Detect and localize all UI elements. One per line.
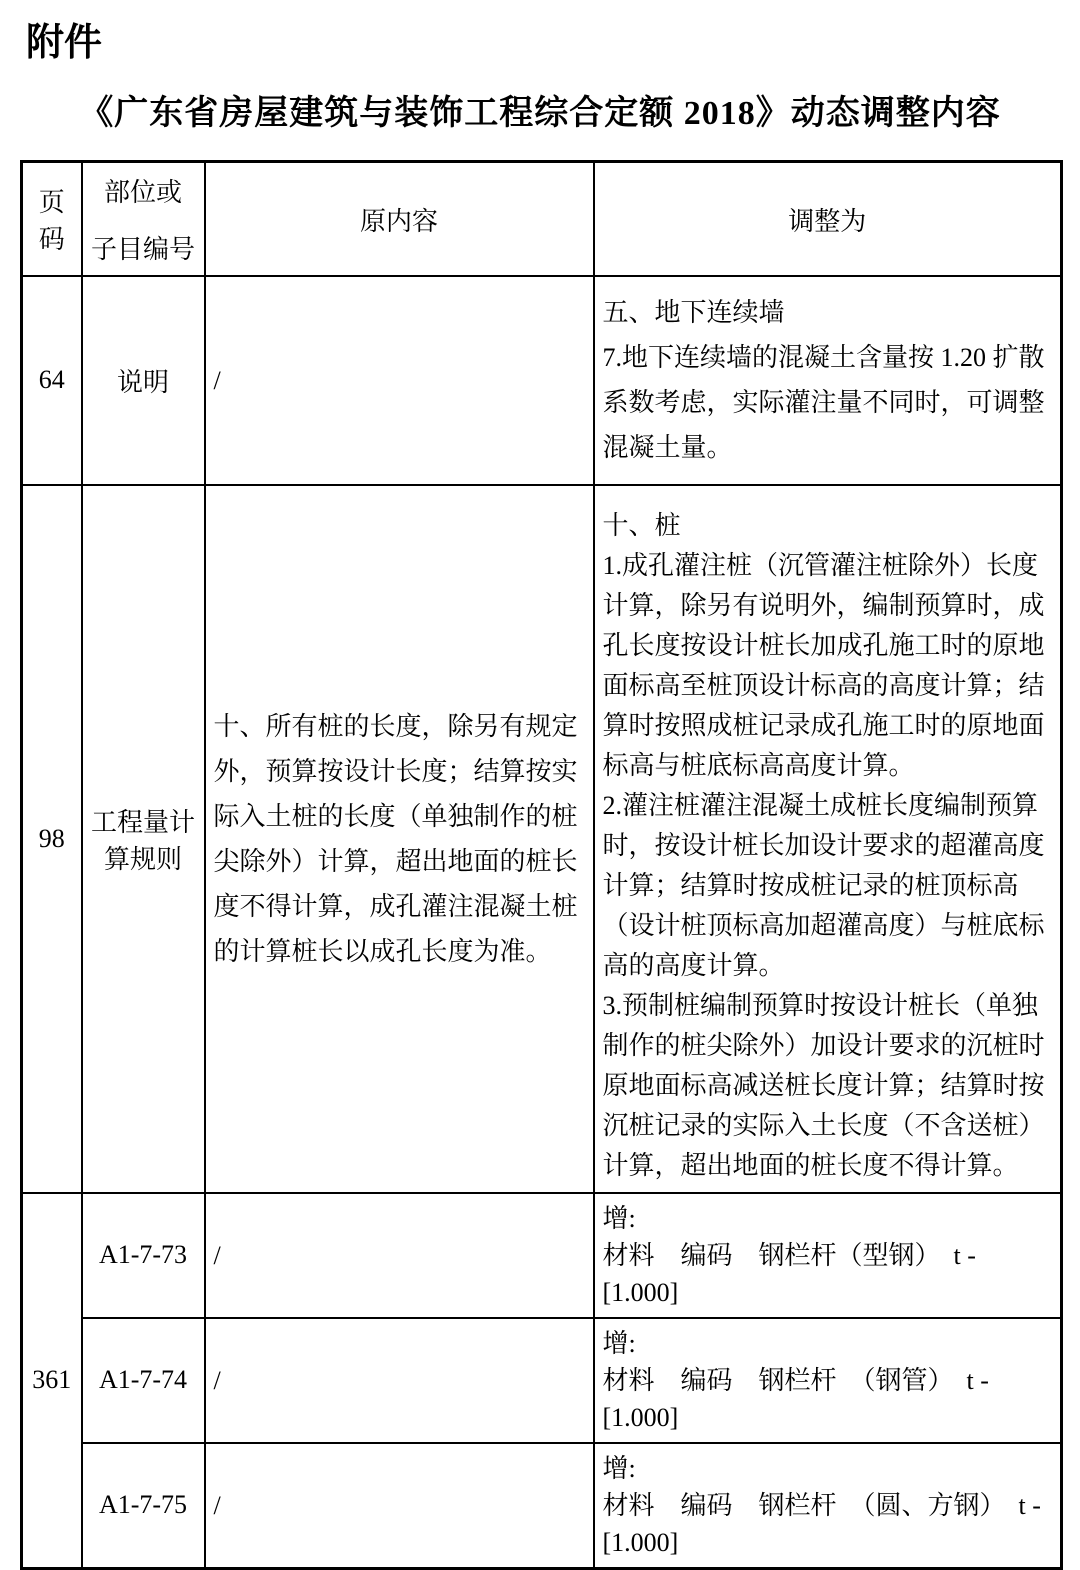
adjusted-paragraph: 3.预制桩编制预算时按设计桩长（单独制作的桩尖除外）加设计要求的沉桩时原地面标高减送桩长度计算；结算时按沉桩记录的实际入土长度（不含送桩）计算，超出地面的桩长度不得计算。 [602,990,1045,1180]
cell-original: / [205,1318,594,1443]
cell-adjusted [594,485,1062,1193]
table-row-a1-7-75 [22,1443,1062,1569]
adjusted-paragraph: 五、地下连续墙 [602,298,785,328]
cell-adjusted [594,1318,1062,1443]
cell-part: 说明 [82,276,205,485]
cell-part: A1-7-75 [82,1443,205,1569]
table-header-row [22,162,1062,276]
adjusted-paragraph: 增: [602,1203,636,1233]
cell-part: 工程量计算规则 [82,485,205,1193]
col-header-original: 原内容 [205,162,594,276]
cell-page-no: 98 [22,485,82,1193]
adjusted-paragraph: 增: [602,1453,636,1483]
cell-adjusted [594,1193,1062,1318]
adjusted-paragraph: 7.地下连续墙的混凝土含量按 1.20 扩散系数考虑，实际灌注量不同时，可调整混凝土量。 [602,343,1045,463]
col-header-adjusted: 调整为 [594,162,1062,276]
cell-original: / [205,1443,594,1569]
table-row-64 [22,276,1062,485]
col-header-part [82,162,205,276]
table-row-a1-7-73 [22,1193,1062,1318]
cell-page-no: 361 [22,1193,82,1569]
cell-original: / [205,276,594,485]
cell-part: A1-7-74 [82,1318,205,1443]
adjusted-paragraph: 十、桩 [602,510,681,540]
cell-part: A1-7-73 [82,1193,205,1318]
adjusted-paragraph: 增: [602,1328,636,1358]
adjusted-paragraph: [1.000] [602,1402,679,1432]
table-row-a1-7-74 [22,1318,1062,1443]
cell-original: / [205,1193,594,1318]
cell-original: 十、所有桩的长度，除另有规定外，预算按设计长度；结算按实际入土桩的长度（单独制作的桩尖除外）计算，超出地面的桩长度不得计算，成孔灌注混凝土桩的计算桩长以成孔长度为准。 [205,485,594,1193]
cell-adjusted [594,1443,1062,1569]
col-header-page-no: 页码 [22,162,82,276]
adjusted-paragraph: 材料 编码 钢栏杆 （钢管） t - [602,1365,989,1395]
table-row-98 [22,485,1062,1193]
col-header-part-line1: 部位或 [103,178,182,208]
adjusted-paragraph: 1.成孔灌注桩（沉管灌注桩除外）长度计算，除另有说明外，编制预算时，成孔长度按设计桩长加成孔施工时的原地面标高至桩顶设计标高的高度计算；结算时按照成桩记录成孔施工时的原地面标高与桩底标高高度计算。 [602,550,1045,780]
adjusted-paragraph: 材料 编码 钢栏杆 （圆、方钢） t - [602,1490,1041,1520]
cell-page-no: 64 [22,276,82,485]
adjusted-paragraph: 2.灌注桩灌注混凝土成桩长度编制预算时，按设计桩长加设计要求的超灌高度计算；结算时按成桩记录的桩顶标高（设计桩顶标高加超灌高度）与桩底标高的高度计算。 [602,790,1045,980]
cell-adjusted [594,276,1062,485]
col-header-part-line2: 子目编号 [90,235,195,265]
attachment-label: 附件 [26,22,103,64]
adjustment-table [20,160,1063,1570]
adjusted-paragraph: 材料 编码 钢栏杆（型钢） t - [602,1240,976,1270]
page-title: 《广东省房屋建筑与装饰工程综合定额 2018》动态调整内容 [79,94,1001,132]
adjusted-paragraph: [1.000] [602,1527,679,1557]
adjusted-paragraph: [1.000] [602,1277,679,1307]
